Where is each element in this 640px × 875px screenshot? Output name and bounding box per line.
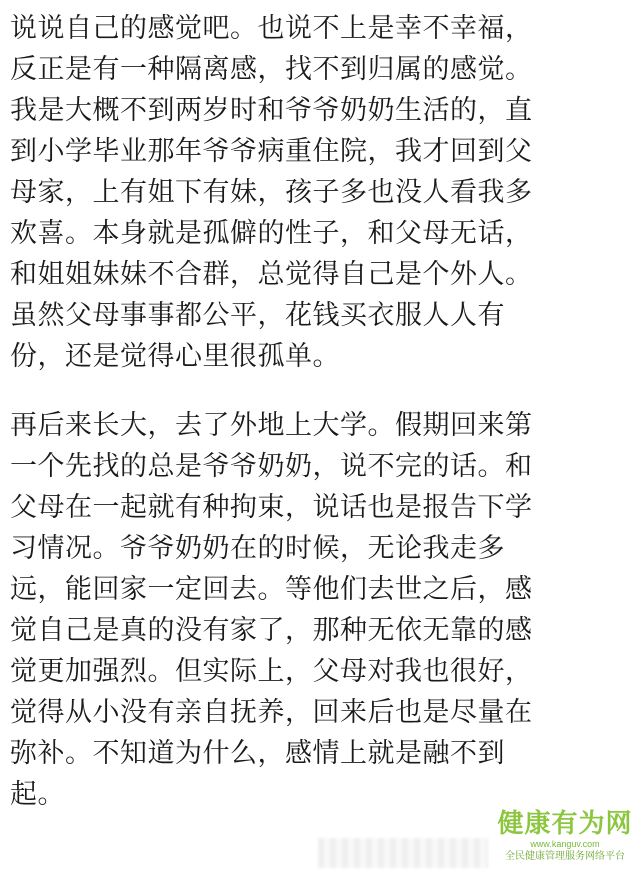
text-line: 到小学毕业那年爷爷病重住院，我才回到父	[10, 136, 533, 167]
text-line: 欢喜。本身就是孤僻的性子，和父母无话，	[10, 218, 533, 249]
text-line: 再后来长大，去了外地上大学。假期回来第	[10, 410, 533, 441]
text-line: 反正是有一种隔离感，找不到归属的感觉。	[10, 54, 533, 85]
text-line: 觉自己是真的没有家了，那种无依无靠的感	[10, 615, 533, 646]
text-line: 起。	[10, 779, 65, 810]
blurred-region	[318, 838, 488, 868]
text-line: 远，能回家一定回去。等他们去世之后，感	[10, 574, 533, 605]
text-line: 一个先找的总是爷爷奶奶，说不完的话。和	[10, 451, 533, 482]
text-line: 弥补。不知道为什么，感情上就是融不到	[10, 738, 505, 769]
site-watermark	[496, 809, 634, 869]
paragraph-2	[10, 405, 630, 815]
watermark-domain: www.kanguv.com	[530, 839, 600, 849]
text-line: 父母在一起就有种拘束，说话也是报告下学	[10, 492, 533, 523]
text-line: 份，还是觉得心里很孤单。	[10, 341, 340, 372]
text-line: 我是大概不到两岁时和爷爷奶奶生活的，直	[10, 95, 533, 126]
text-line: 说说自己的感觉吧。也说不上是幸不幸福，	[10, 13, 533, 44]
text-line: 习情况。爷爷奶奶在的时候，无论我走多	[10, 533, 505, 564]
watermark-logo-text: 健康有为网	[497, 809, 633, 839]
text-line: 虽然父母事事都公平，花钱买衣服人人有	[10, 300, 505, 331]
text-line: 觉更加强烈。但实际上，父母对我也很好，	[10, 656, 533, 687]
paragraph-spacer	[10, 377, 630, 405]
text-line: 母家，上有姐下有妹，孩子多也没人看我多	[10, 177, 533, 208]
watermark-slogan: 全民健康管理服务网络平台	[505, 851, 625, 862]
text-line: 觉得从小没有亲自抚养，回来后也是尽量在	[10, 697, 533, 728]
article-body	[10, 8, 630, 815]
text-line: 和姐姐妹妹不合群，总觉得自己是个外人。	[10, 259, 533, 290]
paragraph-1	[10, 8, 630, 377]
